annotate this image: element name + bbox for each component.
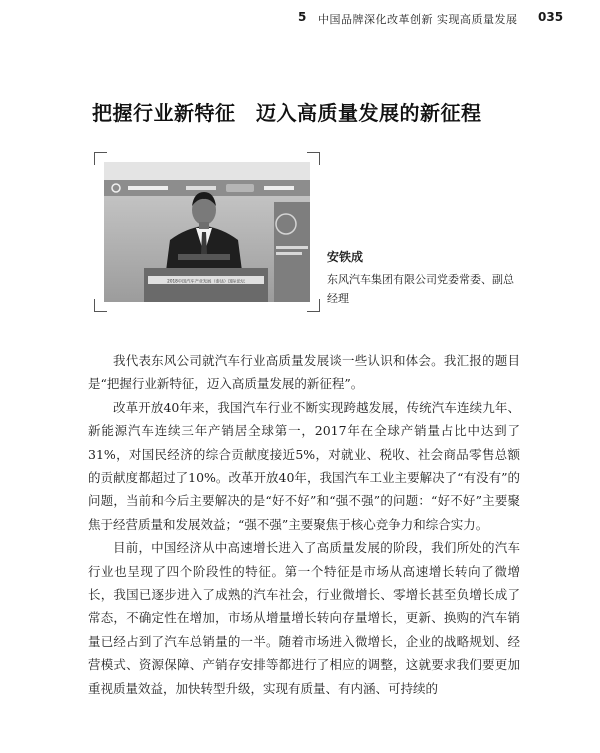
chapter-title: 中国品牌深化改革创新 实现高质量发展: [318, 13, 518, 26]
chapter-number: 5: [298, 10, 307, 24]
paragraph: 目前，中国经济从中高速增长进入了高质量发展的阶段，我们所处的汽车行业也呈现了四个阶段性的特征。第一个特征是市场从高速增长转向了微增长，我国已逐步进入了成熟的汽车社会，行业微增长、零增长甚至负增长成了常态，不确定性在增加，市场从增量增长转向存量增长，更新、换购的汽车销量已经占到了汽车总销量的一半。随着市场进入微增长，企业的战略规划、经营模式、资源保障、产销存安排等都进行了相应的调整，这就要求我们要更加重视质量效益，加快转型升级，实现有质量、有内涵、可持续的: [88, 540, 520, 696]
podium-banner-text: 2018中国汽车产业发展（泰达）国际论坛: [167, 278, 245, 284]
photo-frame: [94, 152, 320, 312]
speaker-photo: [104, 162, 310, 302]
article-body: [88, 349, 520, 700]
article-title: 把握行业新特征 迈入高质量发展的新征程: [92, 101, 482, 125]
author-name: 安铁成: [327, 250, 364, 264]
running-header: [0, 10, 600, 34]
paragraph: 改革开放40年来，我国汽车行业不断实现跨越发展，传统汽车连续九年、新能源汽车连续三年产销居全球第一，2017年在全球产销量占比中达到了31%，对国民经济的综合贡献度接近5%，对就业、税收、社会商品零售总额的贡献度都超过了10%。改革开放40年，我国汽车工业主要解决了“有没有”的问题，当前和今后主要解决的是“好不好”和“强不强”的问题：“好不好”主要聚焦于经营质量和发展效益；“强不强”主要聚焦于核心竞争力和综合实力。: [88, 399, 520, 532]
author-title: 东风汽车集团有限公司党委常委、副总经理: [327, 273, 514, 305]
author-block: [327, 248, 517, 308]
page-number: 035: [538, 10, 564, 24]
paragraph: 我代表东风公司就汽车行业高质量发展谈一些认识和体会。我汇报的题目是“把握行业新特征，迈入高质量发展的新征程”。: [88, 353, 520, 392]
